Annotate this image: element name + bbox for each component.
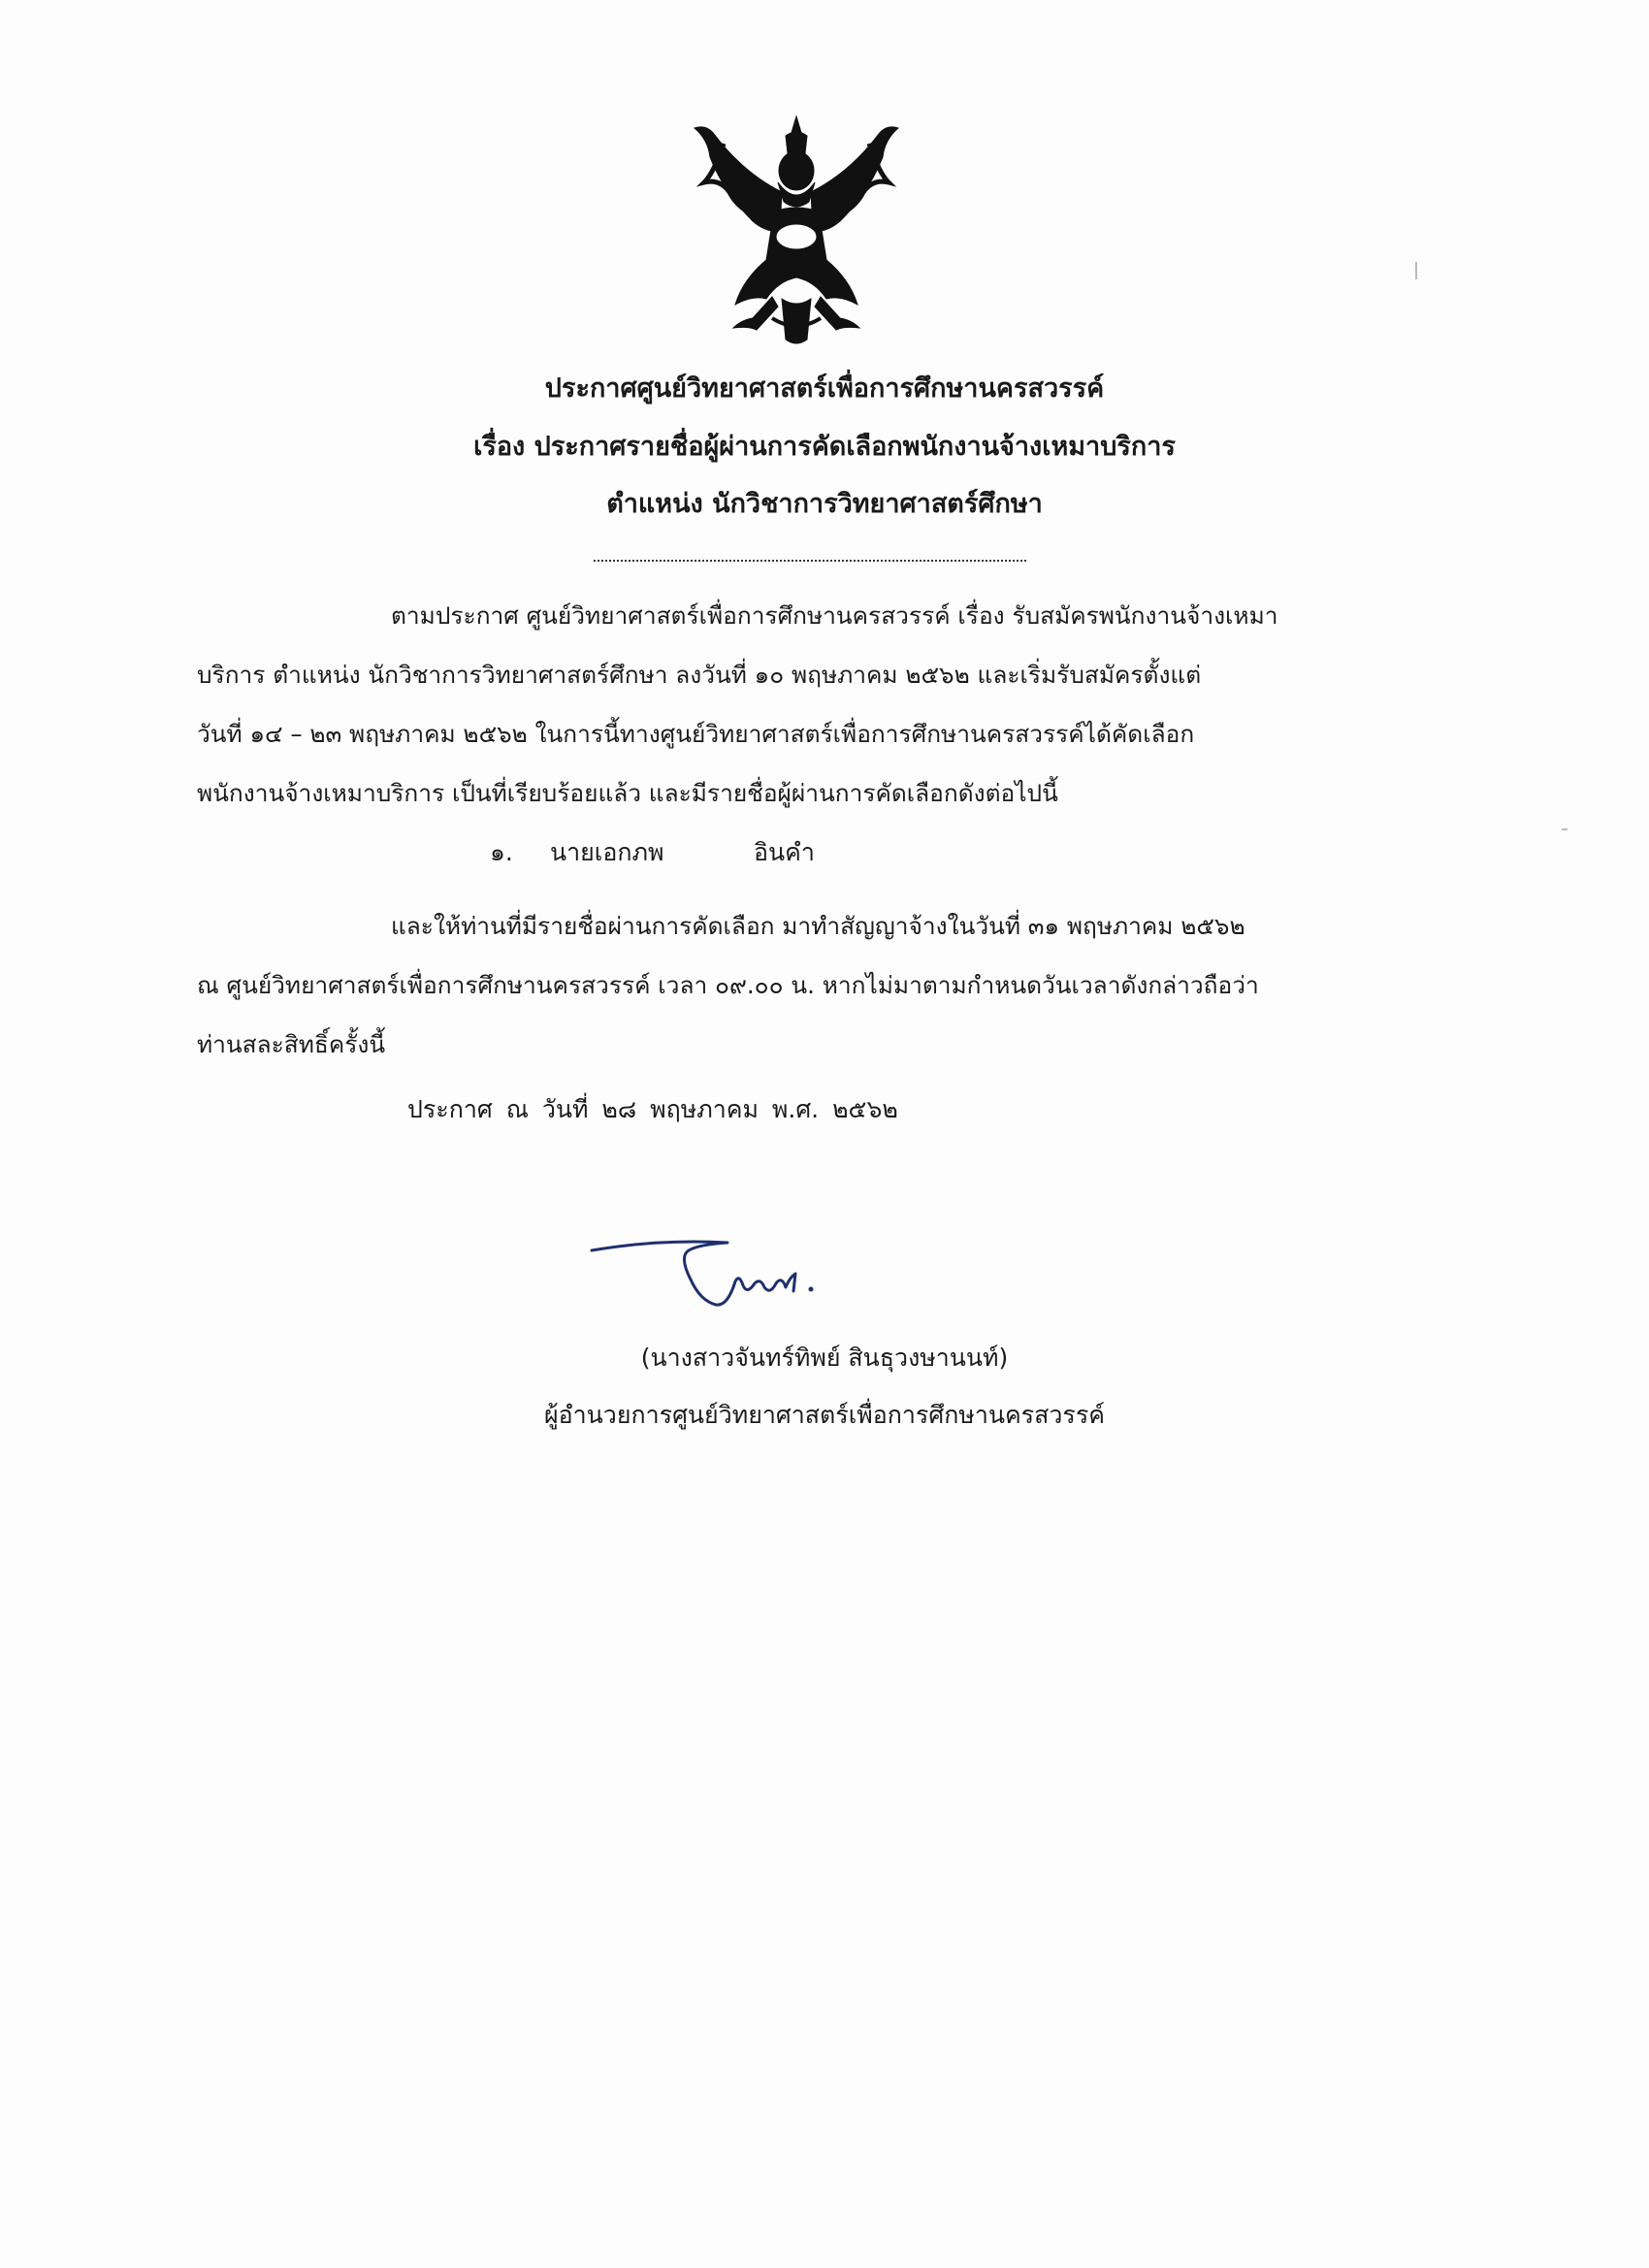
person-first-name: นายเอกภพ xyxy=(550,838,664,866)
paragraph-line: ท่านสละสิทธิ์ครั้งนี้ xyxy=(197,1030,386,1058)
announcement-position: ตำแหน่ง นักวิชาการวิทยาศาสตร์ศึกษา xyxy=(606,489,1043,519)
signer-name: (นางสาวจันทร์ทิพย์ สินธุวงษานนท์) xyxy=(640,1344,1009,1372)
scan-mark xyxy=(1415,262,1417,279)
paragraph-line: และให้ท่านที่มีรายชื่อผ่านการคัดเลือก มาทำสัญญาจ้างในวันที่ ๓๑ พฤษภาคม ๒๕๖๒ xyxy=(391,912,1245,940)
garuda-emblem-icon xyxy=(685,114,908,347)
dotted-divider xyxy=(594,540,1026,562)
paragraph-line: ณ ศูนย์วิทยาศาสตร์เพื่อการศึกษานครสวรรค์ เวลา ๐๙.๐๐ น. หากไม่มาตามกำหนดวันเวลาดังกล่าวถือว่า xyxy=(197,971,1259,999)
signer-title: ผู้อำนวยการศูนย์วิทยาศาสตร์เพื่อการศึกษานครสวรรค์ xyxy=(543,1401,1105,1429)
announcement-title: ประกาศศูนย์วิทยาศาสตร์เพื่อการศึกษานครสวรรค์ xyxy=(544,373,1105,404)
person-last-name: อินคำ xyxy=(754,838,815,866)
paragraph-line: ตามประกาศ ศูนย์วิทยาศาสตร์เพื่อการศึกษานครสวรรค์ เรื่อง รับสมัครพนักงานจ้างเหมา xyxy=(391,601,1278,630)
paragraph-contract xyxy=(197,896,1419,1074)
list-number: ๑. xyxy=(490,838,513,866)
scan-mark xyxy=(1562,828,1568,830)
paragraph-line: วันที่ ๑๔ – ๒๓ พฤษภาคม ๒๕๖๒ ในการนี้ทางศูนย์วิทยาศาสตร์เพื่อการศึกษานครสวรรค์ได้คัดเลือก xyxy=(197,720,1195,748)
paragraph-intro xyxy=(197,586,1419,823)
selected-person-item xyxy=(490,828,815,877)
announcement-subject: เรื่อง ประกาศรายชื่อผู้ผ่านการคัดเลือกพนักงานจ้างเหมาบริการ xyxy=(473,432,1176,462)
paragraph-line: บริการ ตำแหน่ง นักวิชาการวิทยาศาสตร์ศึกษา ลงวันที่ ๑๐ พฤษภาคม ๒๕๖๒ และเริ่มรับสมัครตั้งแต่ xyxy=(197,661,1202,689)
paragraph-line: พนักงานจ้างเหมาบริการ เป็นที่เรียบร้อยแล้ว และมีรายชื่อผู้ผ่านการคัดเลือกดังต่อไปนี้ xyxy=(197,779,1058,807)
announcement-date: ประกาศ ณ วันที่ ๒๘ พฤษภาคม พ.ศ. ๒๕๖๒ xyxy=(407,1095,898,1123)
signature-icon xyxy=(582,1227,902,1334)
